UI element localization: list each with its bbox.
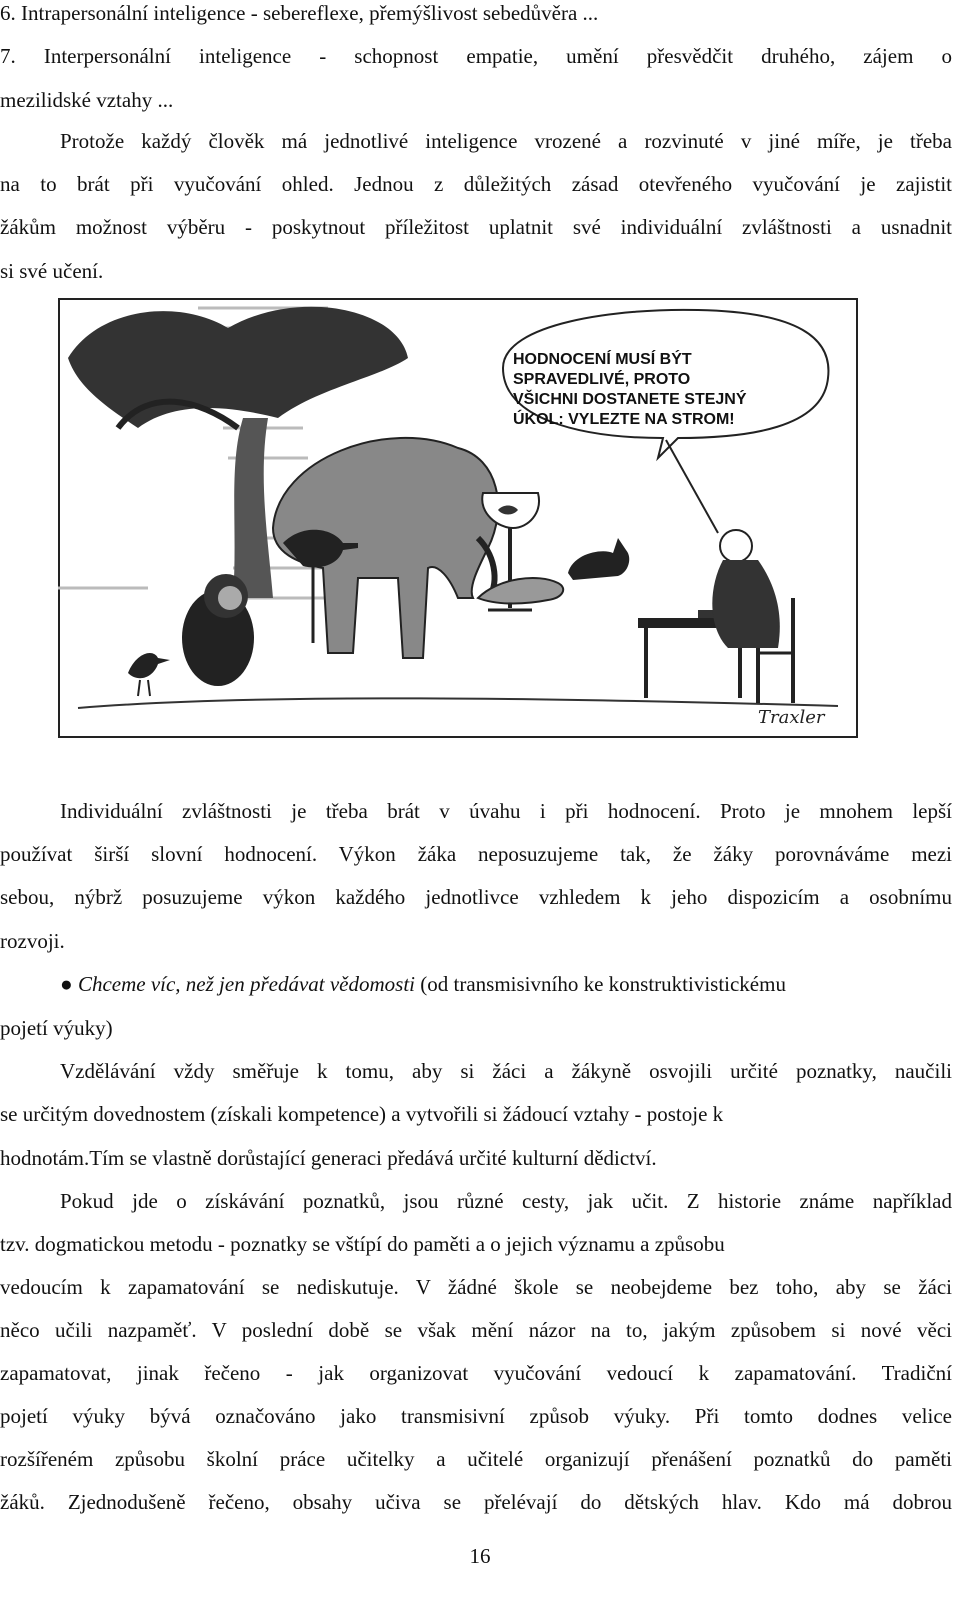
paragraph-1-line-2: na to brát při vyučování ohled. Jednou z důležitých zásad otevřeného vyučování je zajistit xyxy=(0,172,952,196)
paragraph-1-line-4: si své učení. xyxy=(0,259,104,283)
list-item-7: 6. Intrapersonální inteligence - sebereflexe, přemýšlivost sebedůvěra ... xyxy=(0,1,599,25)
list-item-8: 7. Interpersonální inteligence - schopnost empatie, umění přesvědčit druhého, zájem o xyxy=(0,44,952,68)
paragraph-4-line-1: Pokud jde o získávání poznatků, jsou různé cesty, jak učit. Z historie známe například xyxy=(60,1189,952,1213)
paragraph-1-line-3: žákům možnost výběru - poskytnout příležitost uplatnit své individuální zvláštnosti a usnadnit xyxy=(0,215,952,239)
paragraph-4-line-7: rozšířeném způsobu školní práce učitelky a učitelé organizují přenášení poznatků do paměti xyxy=(0,1447,952,1471)
bullet-rest-text: (od transmisivního ke konstruktivistickému xyxy=(415,972,786,996)
paragraph-1-line-1: Protože každý člověk má jednotlivé inteligence vrozené a rozvinuté v jiné míře, je třeba xyxy=(60,129,952,153)
paragraph-4-line-8: žáků. Zjednodušeně řečeno, obsahy učiva se přelévají do dětských hlav. Kdo má dobrou xyxy=(0,1490,952,1514)
bullet-heading-cont: pojetí výuky) xyxy=(0,1016,113,1040)
paragraph-2-line-2: používat širší slovní hodnocení. Výkon žáka neposuzujeme tak, že žáky porovnáváme mezi xyxy=(0,842,952,866)
speech-line-2: SPRAVEDLIVÉ, PROTO xyxy=(513,371,691,388)
speech-line-1: HODNOCENÍ MUSÍ BÝT xyxy=(513,351,692,368)
bullet-italic-text: Chceme víc, než jen předávat vědomosti xyxy=(77,972,415,996)
speech-line-3: VŠICHNI DOSTANETE STEJNÝ xyxy=(513,391,747,408)
paragraph-4-line-4: něco učili nazpaměť. V poslední době se však mění názor na to, jakým způsobem si nové věci xyxy=(0,1318,952,1342)
paragraph-4-line-2: tzv. dogmatickou metodu - poznatky se vštípí do paměti a o jejich významu a způsobu xyxy=(0,1232,725,1256)
paragraph-4-line-5: zapamatovat, jinak řečeno - jak organizovat vyučování vedoucí k zapamatování. Tradiční xyxy=(0,1361,952,1385)
bullet-symbol: ● xyxy=(60,972,73,996)
paragraph-2-line-4: rozvoji. xyxy=(0,929,65,953)
paragraph-2-line-1: Individuální zvláštnosti je třeba brát v úvahu i při hodnocení. Proto je mnohem lepší xyxy=(60,799,952,823)
page-number: 16 xyxy=(469,1544,491,1568)
paragraph-4-line-6: pojetí výuky bývá označováno jako transmisivní způsob výuky. Při tomto dodnes velice xyxy=(0,1404,952,1428)
paragraph-2-line-3: sebou, nýbrž posuzujeme výkon každého jednotlivce vzhledem k jeho dispozicím a osobnímu xyxy=(0,885,952,909)
list-item-8-cont: mezilidské vztahy ... xyxy=(0,88,174,112)
paragraph-3-line-1: Vzdělávání vždy směřuje k tomu, aby si žáci a žákyně osvojili určité poznatky, naučili xyxy=(60,1059,952,1083)
paragraph-3-line-3: hodnotám.Tím se vlastně dorůstající generaci předává určité kulturní dědictví. xyxy=(0,1146,657,1170)
cartoon-signature: Traxler xyxy=(758,707,825,728)
cartoon-illustration xyxy=(58,298,858,738)
bullet-heading xyxy=(60,971,786,997)
speech-line-4: ÚKOL: VYLEZTE NA STROM! xyxy=(513,411,735,428)
paragraph-3-line-2: se určitým dovednostem (získali kompetence) a vytvořili si žádoucí vztahy - postoje k xyxy=(0,1102,724,1126)
paragraph-4-line-3: vedoucím k zapamatování se nediskutuje. V žádné škole se neobejdeme bez toho, aby se žáci xyxy=(0,1275,952,1299)
